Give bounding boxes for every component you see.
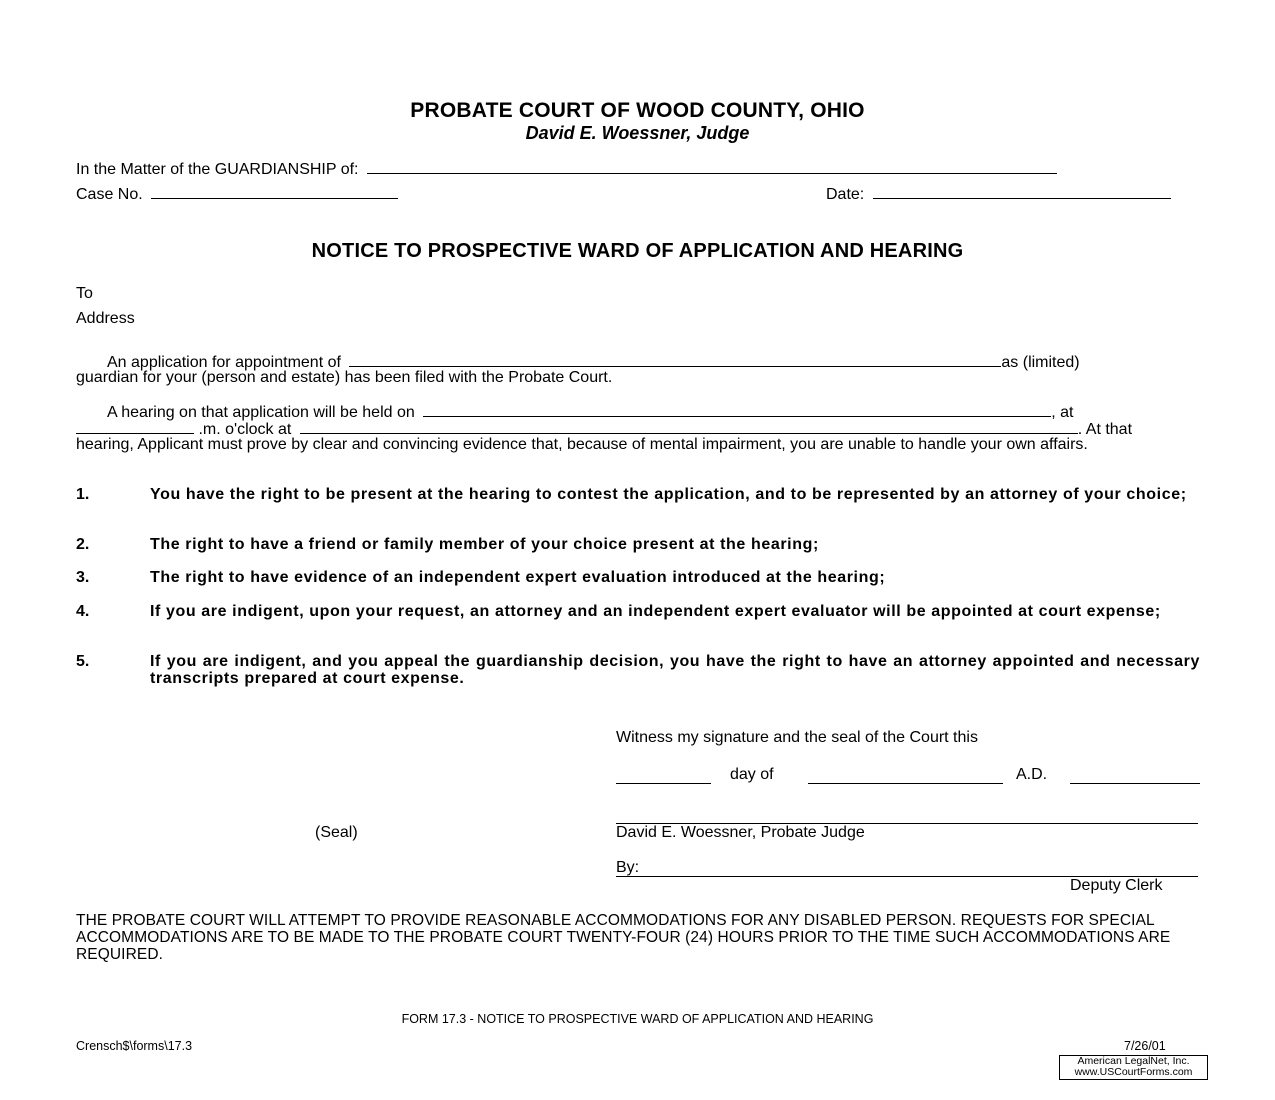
guardian-filed-text: guardian for your (person and estate) has been filed with the Probate Court. [76,369,613,386]
hearing-time-field[interactable] [76,419,194,434]
right-4-text: If you are indigent, upon your request, an attorney and an independent expert evaluator will be appointed at court expense; [150,603,1161,620]
right-5-number: 5. [76,653,90,670]
publisher-box [1059,1055,1208,1080]
right-2-text: The right to have a friend or family member of your choice present at the hearing; [150,536,819,553]
revision-date: 7/26/01 [1124,1039,1166,1053]
hearing-date-field[interactable] [423,402,1051,417]
guardianship-line [76,159,1057,179]
appointee-name-field[interactable] [349,352,1001,367]
at-that-text: . At that [1077,421,1133,438]
right-4-number: 4. [76,603,90,620]
right-3-text: The right to have evidence of an independent expert evaluation introduced at the hearing; [150,569,886,586]
case-no-field[interactable] [151,184,398,199]
deputy-clerk-label: Deputy Clerk [1070,877,1163,894]
ad-text: A.D. [1016,766,1048,783]
date-field[interactable] [873,184,1171,199]
day-of-text: day of [730,766,774,783]
year-field[interactable] [1070,783,1200,784]
right-2-number: 2. [76,536,90,553]
accommodations-notice: THE PROBATE COURT WILL ATTEMPT TO PROVIDE REASONABLE ACCOMMODATIONS FOR ANY DISABLED PERSON. REQUESTS FOR SPECIAL ACCOMMODATIONS ARE TO BE MADE TO THE PROBATE COURT TWENTY-FOUR (24) HOURS PRIOR TO THE TIME SUCH ACCOMMODATIONS ARE REQUIRED. [76,912,1171,963]
hearing-text: A hearing on that application will be held on [107,404,415,421]
case-no-line [76,184,398,204]
oclock-text: .m. o'clock at [198,421,292,438]
guardianship-name-field[interactable] [367,159,1057,174]
right-1-text: You have the right to be present at the hearing to contest the application, and to be represented by an attorney of your choice; [150,486,1187,503]
file-path: Crensch$\forms\17.3 [76,1039,193,1053]
month-field[interactable] [808,783,1003,784]
right-3-number: 3. [76,569,90,586]
to-label: To [76,285,93,302]
court-title: PROBATE COURT OF WOOD COUNTY, OHIO [410,99,865,122]
right-1-number: 1. [76,486,90,503]
by-label: By: [616,859,640,876]
judge-signature-label: David E. Woessner, Probate Judge [616,824,865,841]
application-text: An application for appointment of [107,354,341,371]
publisher-name: American LegalNet, Inc. [1077,1055,1190,1067]
address-label: Address [76,310,135,327]
date-label: Date: [826,186,865,203]
publisher-url: www.USCourtForms.com [1074,1066,1193,1078]
hearing-at-text: , at [1051,404,1074,421]
day-field[interactable] [616,783,711,784]
hearing-location-field[interactable] [300,419,1078,434]
case-no-label: Case No. [76,186,143,203]
burden-of-proof-text: hearing, Applicant must prove by clear and convincing evidence that, because of mental impairment, you are unable to handle your own affairs. [76,436,1088,453]
witness-text: Witness my signature and the seal of the Court this [616,729,978,746]
limited-text: as (limited) [1001,354,1080,371]
right-5-text: If you are indigent, and you appeal the guardianship decision, you have the right to have an attorney appointed and necessary transcripts prepared at court expense. [150,653,1200,687]
form-footer-title: FORM 17.3 - NOTICE TO PROSPECTIVE WARD OF APPLICATION AND HEARING [401,1012,874,1026]
seal-label: (Seal) [315,824,358,841]
guardianship-label: In the Matter of the GUARDIANSHIP of: [76,161,359,178]
date-line [826,184,1171,204]
notice-title: NOTICE TO PROSPECTIVE WARD OF APPLICATION AND HEARING [311,240,964,262]
judge-subtitle: David E. Woessner, Judge [525,123,750,143]
